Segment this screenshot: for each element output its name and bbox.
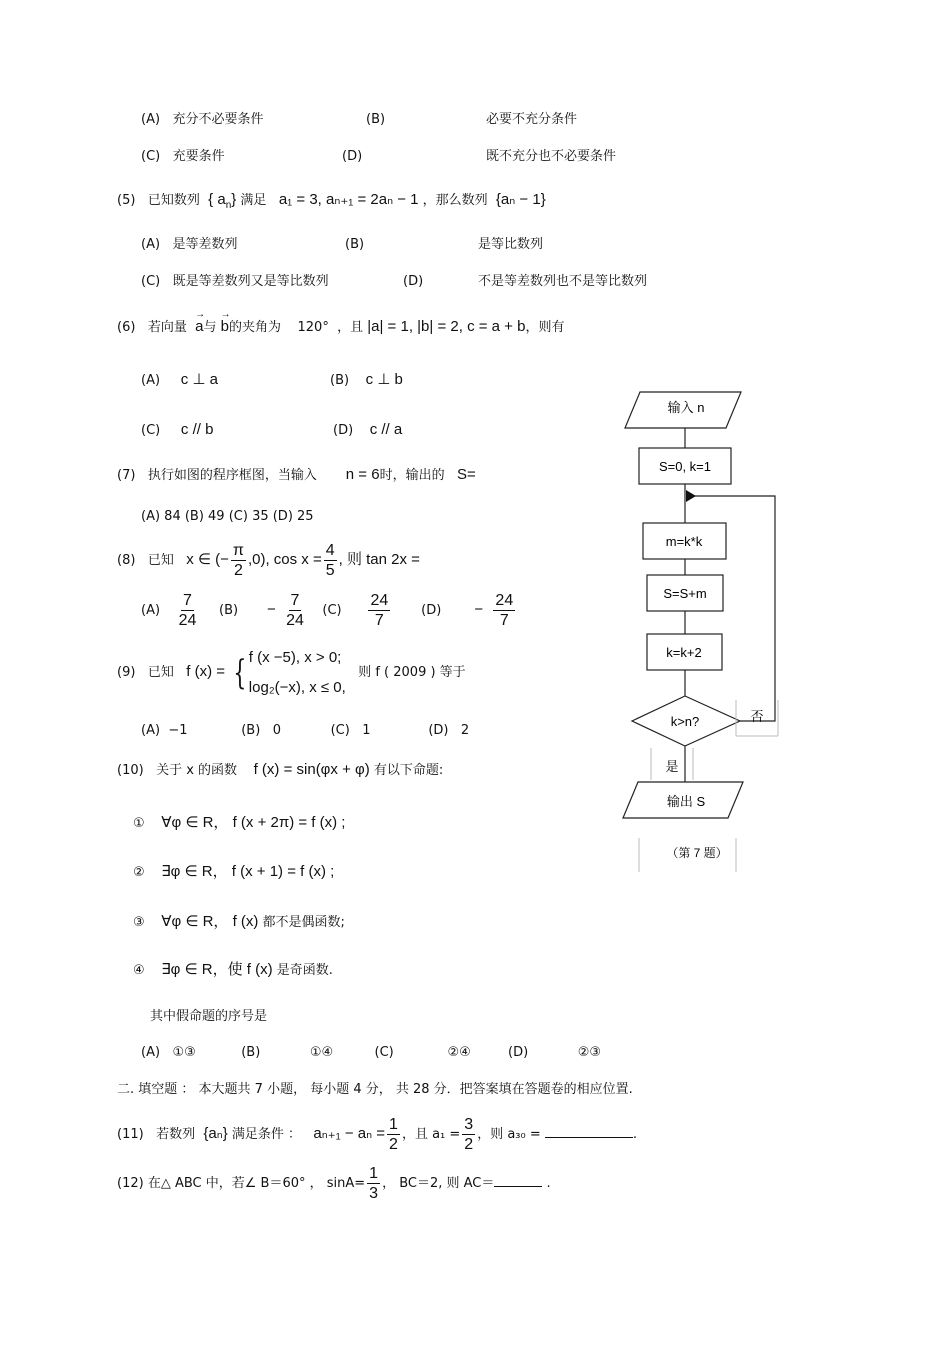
q9-options: (A) −1 (B) 0 (C) 1 (D) 2	[141, 723, 470, 738]
flow-output-text: 输出 S	[666, 794, 706, 809]
flow-input-shape	[625, 392, 741, 428]
q10-prop-3: ③ ∀φ ∈ R， f (x) 都不是偶函数;	[133, 913, 345, 930]
q7-stem: (7) 执行如图的程序框图，当输入 n = 6时，输出的 S=	[117, 466, 476, 483]
flow-no-label: 否	[750, 709, 764, 724]
flow-cond-diamond	[632, 696, 740, 746]
q10-prop-1: ① ∀φ ∈ R， f (x + 2π) = f (x) ;	[133, 814, 346, 831]
flow-step1-box	[643, 523, 726, 559]
flow-init-text: S=0, k=1	[658, 459, 712, 474]
flow-loop-arrow	[686, 490, 696, 502]
flow-step1-text: m=k*k	[665, 534, 703, 549]
flow-cond-text: k>n?	[670, 714, 700, 729]
q10-ask: 其中假命题的序号是	[150, 1009, 268, 1024]
flow-loop-line	[688, 496, 775, 721]
section2-heading: 二. 填空题 ： 本大题共 7 小题， 每小题 4 分， 共 28 分．把答案填在答题卷的相应位置.	[117, 1082, 633, 1097]
q5-option-c: (C) 既是等差数列又是等比数列	[141, 274, 329, 289]
q5-option-d-text: 不是等差数列也不是等比数列	[478, 274, 648, 289]
q5-stem: (5) 已知数列 { $a_n$} 满足 a₁ = 3, aₙ₊₁ = 2aₙ − 1 ，那么数列 {aₙ − 1}	[117, 191, 546, 211]
flow-output-shape	[623, 782, 743, 818]
q4-option-d-label: (D)	[342, 149, 363, 164]
flow-init-box	[639, 448, 731, 484]
q5-option-b-text: 是等比数列	[478, 237, 544, 252]
q12-stem: (12) 在△ ABC 中，若∠ B＝60° ， sinA= $\frac{1}{3}$ ， BC＝2, 则 AC＝ .	[117, 1165, 551, 1202]
q6-option-a: (A) c ⊥ a	[141, 371, 218, 388]
q4-option-d-text: 既不充分也不必要条件	[486, 149, 617, 164]
q12-answer-blank[interactable]	[494, 1186, 542, 1187]
flow-step2-box	[647, 575, 723, 611]
q5-option-a: (A) 是等差数列	[141, 237, 238, 252]
flow-yes-label: 是	[665, 759, 679, 774]
q9-brace: {	[233, 652, 247, 693]
q9-cases: f (x −5), x > 0; log₂(−x), x ≤ 0,	[248, 648, 346, 696]
q10-prop-2: ② ∃φ ∈ R， f (x + 1) = f (x) ;	[133, 863, 335, 880]
q6-option-c: (C) c // b	[141, 421, 214, 438]
q6-option-d: (D) c // a	[333, 421, 403, 438]
q8-stem: (8) 已知 x ∈ (− $\frac{\pi}{2}$ ,0), cos x = $\frac{4}{5}$ , 则 tan 2x =	[117, 542, 420, 579]
q11-stem: (11) 若数列 {aₙ} 满足条件 ： aₙ₊₁ − aₙ = $\frac{1}{2}$ ，且 a₁ = $\frac{3}{2}$ ，则 a₃₀ = .	[117, 1116, 638, 1153]
flow-input-text: 输入 n	[667, 400, 705, 415]
flow-step3-box	[647, 634, 722, 670]
flow-step3-text: k=k+2	[666, 645, 702, 660]
q6-stem: (6) 若向量 → a与 → b的夹角为 120° ，且 |a| = 1, |b| = 2, c = a + b，则有	[117, 319, 564, 336]
flow-caption: （第 7 题）	[666, 846, 728, 860]
flow-step2-text: S=S+m	[663, 586, 707, 601]
q10-prop-4: ④ ∃φ ∈ R，使 f (x) 是奇函数.	[133, 961, 333, 978]
q5-option-b-label: (B)	[345, 237, 365, 252]
q10-options: (A) ①③ (B) ①④ (C) ②④ (D) ②③	[141, 1045, 602, 1060]
q4-option-b-text: 必要不充分条件	[486, 112, 578, 127]
q9-stem: (9) 已知 f (x) = { f (x −5), x > 0; log₂(−x), x ≤ 0, 则 f ( 2009 ) 等于	[117, 642, 466, 703]
q8-options: (A) $\frac{7}{24}$ (B) − $\frac{7}{24}$ (C) $\frac{24}{7}$ (D) − $\frac{24}{7}$	[141, 592, 514, 629]
q4-option-a: (A) 充分不必要条件	[141, 112, 264, 127]
q11-answer-blank[interactable]	[545, 1137, 633, 1138]
q7-options: (A) 84 (B) 49 (C) 35 (D) 25	[141, 509, 314, 524]
q6-option-b: (B) c ⊥ b	[330, 371, 403, 388]
q4-option-b-label: (B)	[366, 112, 386, 127]
q5-option-d-label: (D)	[403, 274, 424, 289]
q4-option-c: (C) 充要条件	[141, 149, 225, 164]
q10-stem: (10) 关于 x 的函数 f (x) = sin(φx + φ) 有以下命题:	[117, 761, 444, 778]
